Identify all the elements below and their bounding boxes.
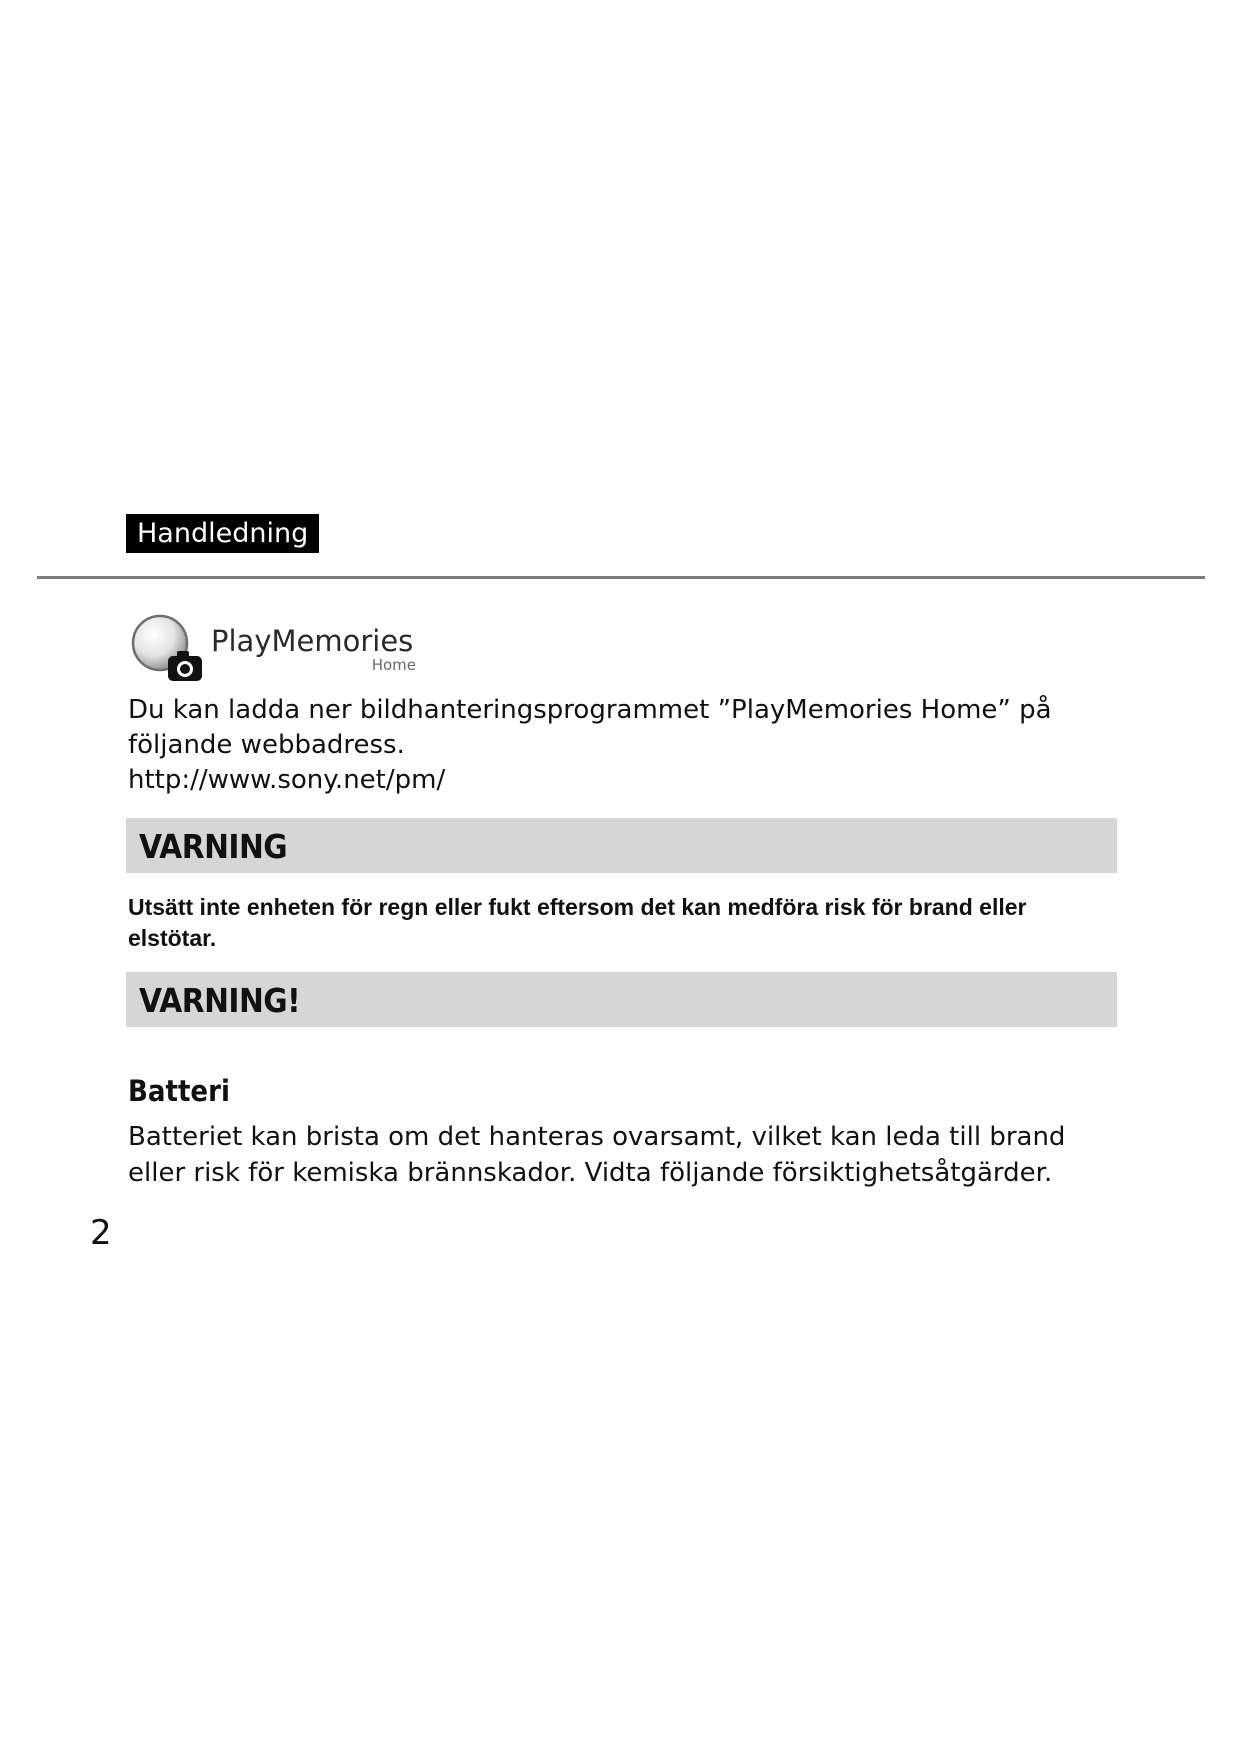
logo-name: PlayMemories — [211, 624, 414, 658]
horizontal-divider — [37, 576, 1205, 579]
warning-banner — [126, 818, 1117, 873]
logo-sub: Home — [371, 656, 416, 674]
intro-line-2: följande webbadress. — [128, 730, 405, 760]
section-tab-label: Handledning — [137, 518, 309, 549]
download-url: http://www.sony.net/pm/ — [128, 765, 446, 795]
warning-title-2: VARNING! — [139, 981, 301, 1020]
battery-heading: Batteri — [128, 1074, 230, 1108]
warning-text: Utsätt inte enheten för regn eller fukt eftersom det kan medföra risk för brand eller elstötar. — [128, 894, 1027, 951]
section-tab — [126, 514, 319, 553]
warning-banner-2 — [126, 972, 1117, 1027]
intro-paragraph — [128, 693, 1118, 798]
battery-text: Batteriet kan brista om det hanteras ovarsamt, vilket kan leda till brand eller risk för kemiska brännskador. Vidta följande försiktighetsåtgärder. — [128, 1122, 1066, 1188]
warning-title: VARNING — [139, 827, 288, 866]
intro-line-1: Du kan ladda ner bildhanteringsprogrammet ”PlayMemories Home” på — [128, 695, 1052, 725]
playmemories-logo-graphic — [128, 612, 438, 687]
playmemories-logo — [128, 612, 438, 687]
page-number: 2 — [90, 1213, 112, 1253]
